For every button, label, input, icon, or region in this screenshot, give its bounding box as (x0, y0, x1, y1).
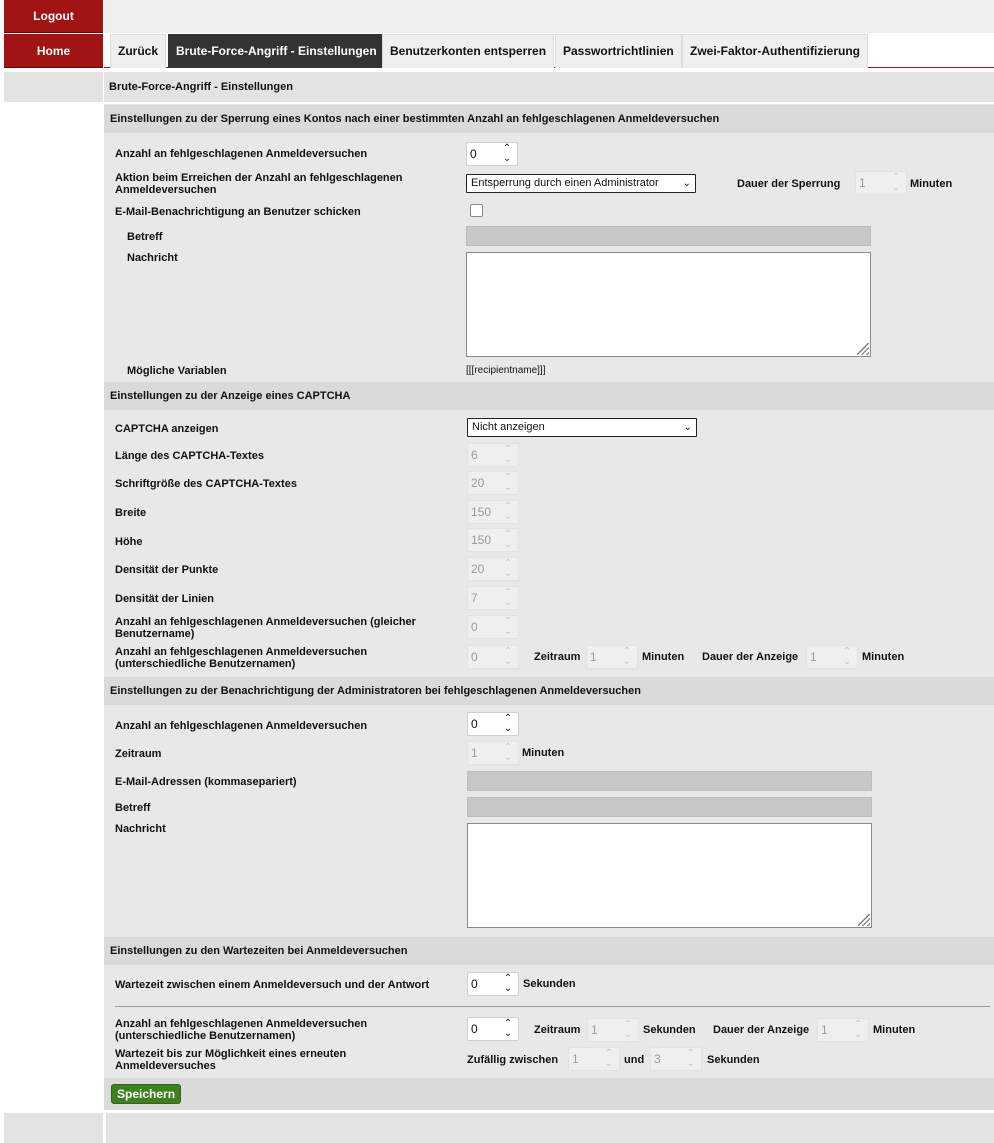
tab-two-factor[interactable]: Zwei-Faktor-Authentifizierung (682, 34, 868, 68)
chevron-down-icon: ⌄ (682, 178, 691, 189)
section-header-captcha: Einstellungen zu der Anzeige eines CAPTCHA (104, 382, 994, 410)
save-button[interactable]: Speichern (111, 1084, 181, 1104)
wait-and-label: und (624, 1054, 645, 1066)
lockout-action-select[interactable] (466, 174, 696, 193)
left-footer-spacer (4, 1113, 103, 1143)
lockout-subject-label: Betreff (127, 231, 163, 243)
captcha-same-user-input[interactable] (467, 615, 519, 639)
wait-random-label: Zufällig zwischen (467, 1054, 559, 1066)
logout-button[interactable]: Logout (4, 0, 103, 33)
spinner-icon[interactable]: ⌃ ⌄ (503, 529, 513, 550)
captcha-period-input[interactable] (586, 645, 638, 669)
wait-random-max-value: 3 (654, 1052, 661, 1066)
spinner-icon[interactable]: ⌃ ⌄ (503, 616, 513, 637)
spinner-icon[interactable]: ⌃ ⌄ (503, 1018, 513, 1039)
lockout-message-label: Nachricht (127, 252, 178, 264)
spinner-icon[interactable]: ⌃ ⌄ (686, 1048, 696, 1069)
admin-attempts-label: Anzahl an fehlgeschlagenen Anmeldeversuchen (115, 720, 368, 732)
wait-retry-label: Wartezeit bis zur Möglichkeit eines erneuten Anmeldeversuches (115, 1048, 347, 1072)
wait-response-input[interactable] (467, 972, 519, 996)
captcha-fontsize-input[interactable] (467, 471, 519, 495)
section-header-wait: Einstellungen zu den Wartezeiten bei Anmeldeversuchen (104, 937, 994, 965)
captcha-period-unit: Minuten (642, 651, 685, 663)
captcha-display-duration-label: Dauer der Anzeige (702, 651, 799, 663)
spinner-icon[interactable]: ⌃ ⌄ (853, 1019, 863, 1040)
captcha-display-duration-unit: Minuten (862, 651, 905, 663)
spinner-icon[interactable]: ⌃ ⌄ (503, 587, 513, 608)
section-header-lockout: Einstellungen zu der Sperrung eines Kontos nach einer bestimmten Anzahl an fehlgeschlagenen Anmeldeversuchen (104, 105, 994, 133)
admin-period-label: Zeitraum (115, 748, 162, 760)
captcha-height-label: Höhe (115, 536, 143, 548)
captcha-show-select[interactable] (467, 418, 697, 437)
tab-password-policies[interactable]: Passwortrichtlinien (555, 34, 682, 68)
page-title: Brute-Force-Angriff - Einstellungen (104, 72, 994, 102)
home-button[interactable]: Home (4, 34, 103, 68)
wait-period-input[interactable] (587, 1018, 639, 1042)
spinner-icon[interactable]: ⌃ ⌄ (842, 646, 852, 667)
wait-random-max-input[interactable] (650, 1047, 702, 1071)
wait-response-unit: Sekunden (523, 978, 576, 990)
captcha-dots-value: 20 (471, 562, 485, 576)
tab-unlock-accounts[interactable]: Benutzerkonten entsperren (382, 34, 554, 68)
admin-period-input[interactable] (467, 741, 519, 765)
wait-diff-user-value: 0 (471, 1022, 478, 1036)
lockout-attempts-label: Anzahl an fehlgeschlagenen Anmeldeversuchen (115, 148, 368, 160)
spinner-icon[interactable]: ⌃ ⌄ (503, 973, 513, 994)
lockout-attempts-value: 0 (470, 147, 477, 161)
lockout-attempts-input[interactable] (466, 142, 518, 166)
captcha-length-value: 6 (471, 448, 478, 462)
resize-grip-icon[interactable] (857, 343, 869, 355)
admin-subject-label: Betreff (115, 802, 151, 814)
spinner-icon[interactable]: ⌃ ⌄ (503, 558, 513, 579)
captcha-show-value: Nicht anzeigen (472, 421, 545, 433)
lockout-subject-input[interactable] (466, 226, 871, 246)
lockout-email-checkbox[interactable] (470, 204, 483, 217)
captcha-display-duration-value: 1 (810, 650, 817, 664)
captcha-fontsize-label: Schriftgröße des CAPTCHA-Textes (115, 478, 297, 490)
captcha-length-input[interactable] (467, 443, 519, 467)
captcha-dots-label: Densität der Punkte (115, 564, 219, 576)
left-header-spacer (4, 72, 103, 102)
wait-diff-user-label: Anzahl an fehlgeschlagenen Anmeldeversuchen (unterschiedliche Benutzernamen) (115, 1018, 368, 1042)
lockout-action-value: Entsperrung durch einen Administrator (471, 177, 659, 189)
lockout-action-label: Aktion beim Erreichen der Anzahl an fehlgeschlagenen Anmeldeversuchen (115, 172, 403, 196)
captcha-height-input[interactable] (467, 528, 519, 552)
spinner-icon[interactable]: ⌃ ⌄ (623, 1019, 633, 1040)
save-bar (104, 1078, 994, 1110)
captcha-lines-label: Densität der Linien (115, 593, 215, 605)
tab-back[interactable]: Zurück (110, 34, 166, 68)
divider (115, 1006, 990, 1007)
lockout-minutes-label: Minuten (910, 178, 953, 190)
wait-response-value: 0 (471, 977, 478, 991)
captcha-dots-input[interactable] (467, 557, 519, 581)
captcha-length-label: Länge des CAPTCHA-Textes (115, 450, 264, 462)
wait-period-unit: Sekunden (643, 1024, 696, 1036)
chevron-down-icon: ⌄ (683, 422, 692, 433)
captcha-lines-value: 7 (471, 591, 478, 605)
captcha-lines-input[interactable] (467, 586, 519, 610)
captcha-width-input[interactable] (467, 500, 519, 524)
captcha-same-user-value: 0 (471, 620, 478, 634)
wait-random-min-input[interactable] (568, 1047, 620, 1071)
page-footer (106, 1113, 994, 1143)
lockout-message-textarea[interactable] (466, 252, 871, 357)
wait-display-duration-input[interactable] (817, 1018, 869, 1042)
captcha-period-value: 1 (590, 650, 597, 664)
captcha-diff-user-input[interactable] (467, 645, 519, 669)
wait-period-label: Zeitraum (534, 1024, 581, 1036)
spinner-icon[interactable]: ⌃ ⌄ (503, 742, 513, 763)
wait-display-duration-value: 1 (821, 1023, 828, 1037)
admin-period-value: 1 (471, 746, 478, 760)
section-header-admin-notify: Einstellungen zu der Benachrichtigung der Administratoren bei fehlgeschlagenen Anmeldeversuchen (104, 677, 994, 705)
lockout-variables-value: [[[recipientname]]] (466, 365, 546, 376)
captcha-display-duration-input[interactable] (806, 645, 858, 669)
spinner-icon[interactable]: ⌃ ⌄ (891, 172, 901, 193)
wait-random-unit: Sekunden (707, 1054, 760, 1066)
wait-display-duration-unit: Minuten (873, 1024, 916, 1036)
captcha-same-user-label: Anzahl an fehlgeschlagenen Anmeldeversuchen (gleicher Benutzername) (115, 616, 416, 640)
admin-subject-input[interactable] (467, 797, 872, 817)
wait-period-value: 1 (591, 1023, 598, 1037)
lockout-variables-label: Mögliche Variablen (127, 365, 227, 377)
admin-emails-label: E-Mail-Adressen (kommasepariert) (115, 776, 297, 788)
captcha-height-value: 150 (471, 533, 492, 547)
spinner-icon[interactable]: ⌃ ⌄ (503, 472, 513, 493)
captcha-diff-user-label: Anzahl an fehlgeschlagenen Anmeldeversuchen (unterschiedliche Benutzernamen) (115, 646, 368, 670)
wait-random-min-value: 1 (572, 1052, 579, 1066)
captcha-period-label: Zeitraum (534, 651, 581, 663)
tab-brute-force-settings[interactable]: Brute-Force-Angriff - Einstellungen (168, 34, 385, 68)
admin-period-unit: Minuten (522, 747, 565, 759)
lockout-duration-value: 1 (859, 176, 866, 190)
resize-grip-icon[interactable] (858, 914, 870, 926)
spinner-icon[interactable]: ⌃ ⌄ (503, 444, 513, 465)
wait-display-duration-label: Dauer der Anzeige (713, 1024, 810, 1036)
spinner-icon[interactable]: ⌃ ⌄ (503, 713, 513, 734)
captcha-diff-user-value: 0 (471, 650, 478, 664)
captcha-fontsize-value: 20 (471, 476, 485, 490)
captcha-show-label: CAPTCHA anzeigen (115, 423, 219, 435)
captcha-width-label: Breite (115, 507, 147, 519)
lockout-duration-label: Dauer der Sperrung (737, 178, 841, 190)
wait-diff-user-input[interactable] (467, 1017, 519, 1041)
admin-message-label: Nachricht (115, 823, 166, 835)
captcha-width-value: 150 (471, 505, 492, 519)
admin-emails-input[interactable] (467, 771, 872, 791)
lockout-duration-input[interactable] (855, 171, 907, 195)
lockout-email-label: E-Mail-Benachrichtigung an Benutzer schicken (115, 206, 361, 218)
spinner-icon[interactable]: ⌃ ⌄ (503, 646, 513, 667)
spinner-icon[interactable]: ⌃ ⌄ (622, 646, 632, 667)
wait-response-label: Wartezeit zwischen einem Anmeldeversuch und der Antwort (115, 979, 430, 991)
admin-attempts-input[interactable] (467, 712, 519, 736)
spinner-icon[interactable]: ⌃ ⌄ (503, 501, 513, 522)
admin-message-textarea[interactable] (467, 823, 872, 928)
top-bar (104, 0, 994, 33)
spinner-icon[interactable]: ⌃ ⌄ (502, 143, 512, 164)
spinner-icon[interactable]: ⌃ ⌄ (604, 1048, 614, 1069)
admin-attempts-value: 0 (471, 717, 478, 731)
